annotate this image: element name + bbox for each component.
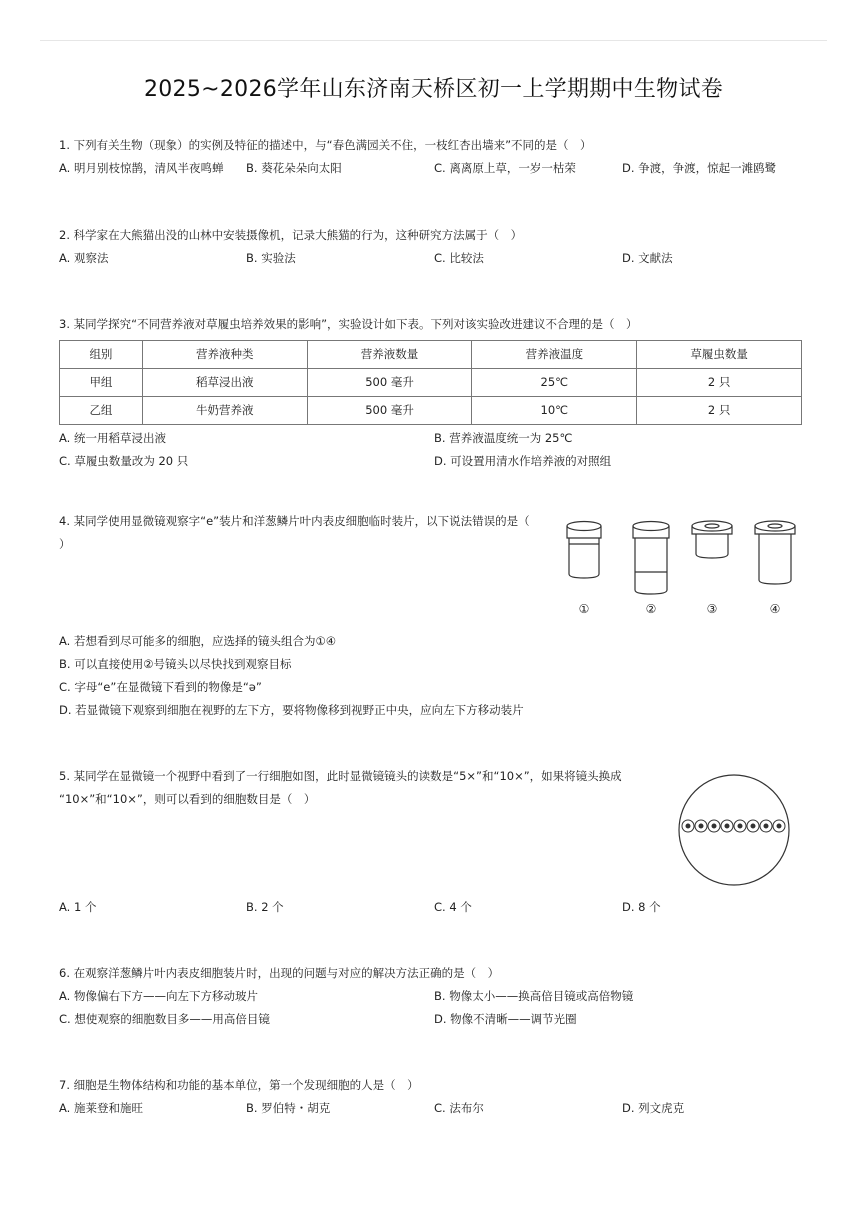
option-a[interactable]: A. 观察法 [59, 251, 109, 265]
lens-label-1: ① [578, 602, 590, 616]
option-row [59, 157, 809, 180]
cell-nucleus [725, 824, 729, 828]
option-a[interactable]: A. 统一用稻草浸出液 [59, 431, 166, 445]
question-4-options [59, 630, 809, 722]
question-stem: 5. 某同学在显微镜一个视野中看到了一行细胞如图，此时显微镜镜头的读数是“5×”和“10×”，如果将镜头换成 [59, 769, 622, 783]
option-c[interactable]: C. 法布尔 [434, 1101, 484, 1115]
option-c[interactable]: C. 4 个 [434, 900, 472, 914]
cell-nucleus [751, 824, 755, 828]
question-stem-cont: ） [59, 537, 71, 551]
cell-nucleus [712, 824, 716, 828]
table-header: 组别 [60, 341, 143, 369]
option-a[interactable]: A. 1 个 [59, 900, 97, 914]
option-row [59, 1008, 809, 1031]
table-cell: 10℃ [472, 397, 637, 425]
question-3 [59, 313, 809, 473]
experiment-table [59, 340, 802, 425]
option-b[interactable]: B. 营养液温度统一为 25℃ [434, 431, 573, 445]
option-d[interactable]: D. 若显微镜下观察到细胞在视野的左下方，要将物像移到视野正中央，应向左下方移动装片 [59, 703, 524, 717]
option-b[interactable]: B. 葵花朵朵向太阳 [246, 161, 342, 175]
table-header: 草履虫数量 [637, 341, 802, 369]
question-7 [59, 1074, 809, 1120]
option-row [59, 247, 809, 270]
option-d[interactable]: D. 争渡，争渡，惊起一滩鸥鹭 [622, 161, 777, 175]
option-c[interactable]: C. 离离原上草，一岁一枯荣 [434, 161, 576, 175]
option-a[interactable]: A. 物像偏右下方——向左下方移动玻片 [59, 989, 258, 1003]
option-row [59, 450, 809, 473]
table-cell: 牛奶营养液 [142, 397, 307, 425]
question-1 [59, 134, 809, 180]
option-b[interactable]: B. 实验法 [246, 251, 296, 265]
question-2 [59, 224, 809, 270]
option-c[interactable]: C. 字母“e”在显微镜下看到的物像是“ə” [59, 680, 262, 694]
question-stem: 6. 在观察洋葱鳞片叶内表皮细胞装片时，出现的问题与对应的解决方法正确的是（ ） [59, 966, 500, 980]
cell-nucleus [764, 824, 768, 828]
option-d[interactable]: D. 8 个 [622, 900, 661, 914]
table-header: 营养液种类 [142, 341, 307, 369]
table-header: 营养液数量 [307, 341, 472, 369]
option-c[interactable]: C. 比较法 [434, 251, 484, 265]
table-cell: 稻草浸出液 [142, 369, 307, 397]
lens-label-2: ② [645, 602, 657, 616]
option-a[interactable]: A. 明月别枝惊鹊，清风半夜鸣蝉 [59, 161, 224, 175]
option-c[interactable]: C. 想使观察的细胞数目多——用高倍目镜 [59, 1012, 270, 1026]
option-a[interactable]: A. 施莱登和施旺 [59, 1101, 143, 1115]
lens-label-3: ③ [706, 602, 718, 616]
table-cell: 2 只 [637, 397, 802, 425]
question-5-options [59, 896, 809, 919]
table-row [60, 397, 802, 425]
page-title: 2025~2026学年山东济南天桥区初一上学期期中生物试卷 [143, 77, 724, 102]
table-cell: 25℃ [472, 369, 637, 397]
option-b[interactable]: B. 罗伯特・胡克 [246, 1101, 331, 1115]
question-5 [59, 765, 669, 811]
question-4 [59, 510, 549, 556]
option-row [59, 985, 809, 1008]
question-stem: 4. 某同学使用显微镜观察字“e”装片和洋葱鳞片叶内表皮细胞临时装片，以下说法错误的是（ [59, 514, 530, 528]
question-stem: 3. 某同学探究“不同营养液对草履虫培养效果的影响”，实验设计如下表。下列对该实验改进建议不合理的是（ ） [59, 317, 638, 331]
option-d[interactable]: D. 可设置用清水作培养液的对照组 [434, 454, 612, 468]
question-stem: 7. 细胞是生物体结构和功能的基本单位，第一个发现细胞的人是（ ） [59, 1078, 419, 1092]
table-header-row [60, 341, 802, 369]
table-header: 营养液温度 [472, 341, 637, 369]
cell-nucleus [686, 824, 690, 828]
option-b[interactable]: B. 2 个 [246, 900, 284, 914]
table-cell: 甲组 [60, 369, 143, 397]
table-cell: 500 毫升 [307, 369, 472, 397]
option-row [59, 896, 809, 919]
option-a[interactable]: A. 若想看到尽可能多的细胞，应选择的镜头组合为①④ [59, 634, 337, 648]
option-d[interactable]: D. 列文虎克 [622, 1101, 685, 1115]
option-row [59, 1097, 809, 1120]
table-cell: 2 只 [637, 369, 802, 397]
question-stem: 2. 科学家在大熊猫出没的山林中安装摄像机，记录大熊猫的行为，这种研究方法属于（ ） [59, 228, 523, 242]
microscope-field-diagram [676, 772, 792, 888]
cell-nucleus [738, 824, 742, 828]
lens-label-4: ④ [769, 602, 781, 616]
table-row [60, 369, 802, 397]
cell-nucleus [777, 824, 781, 828]
option-c[interactable]: C. 草履虫数量改为 20 只 [59, 454, 189, 468]
option-b[interactable]: B. 可以直接使用②号镜头以尽快找到观察目标 [59, 657, 292, 671]
question-stem: 1. 下列有关生物（现象）的实例及特征的描述中，与“春色满园关不住，一枝红杏出墙来”不同的是（ ） [59, 138, 592, 152]
top-divider [40, 40, 827, 41]
cell-nucleus [699, 824, 703, 828]
option-d[interactable]: D. 物像不清晰——调节光圈 [434, 1012, 577, 1026]
option-b[interactable]: B. 物像太小——换高倍目镜或高倍物镜 [434, 989, 634, 1003]
question-stem-cont: “10×”和“10×”，则可以看到的细胞数目是（ ） [59, 792, 316, 806]
table-cell: 乙组 [60, 397, 143, 425]
question-6 [59, 962, 809, 1031]
lens-diagram [560, 514, 800, 624]
option-d[interactable]: D. 文献法 [622, 251, 673, 265]
option-row [59, 427, 809, 450]
table-cell: 500 毫升 [307, 397, 472, 425]
